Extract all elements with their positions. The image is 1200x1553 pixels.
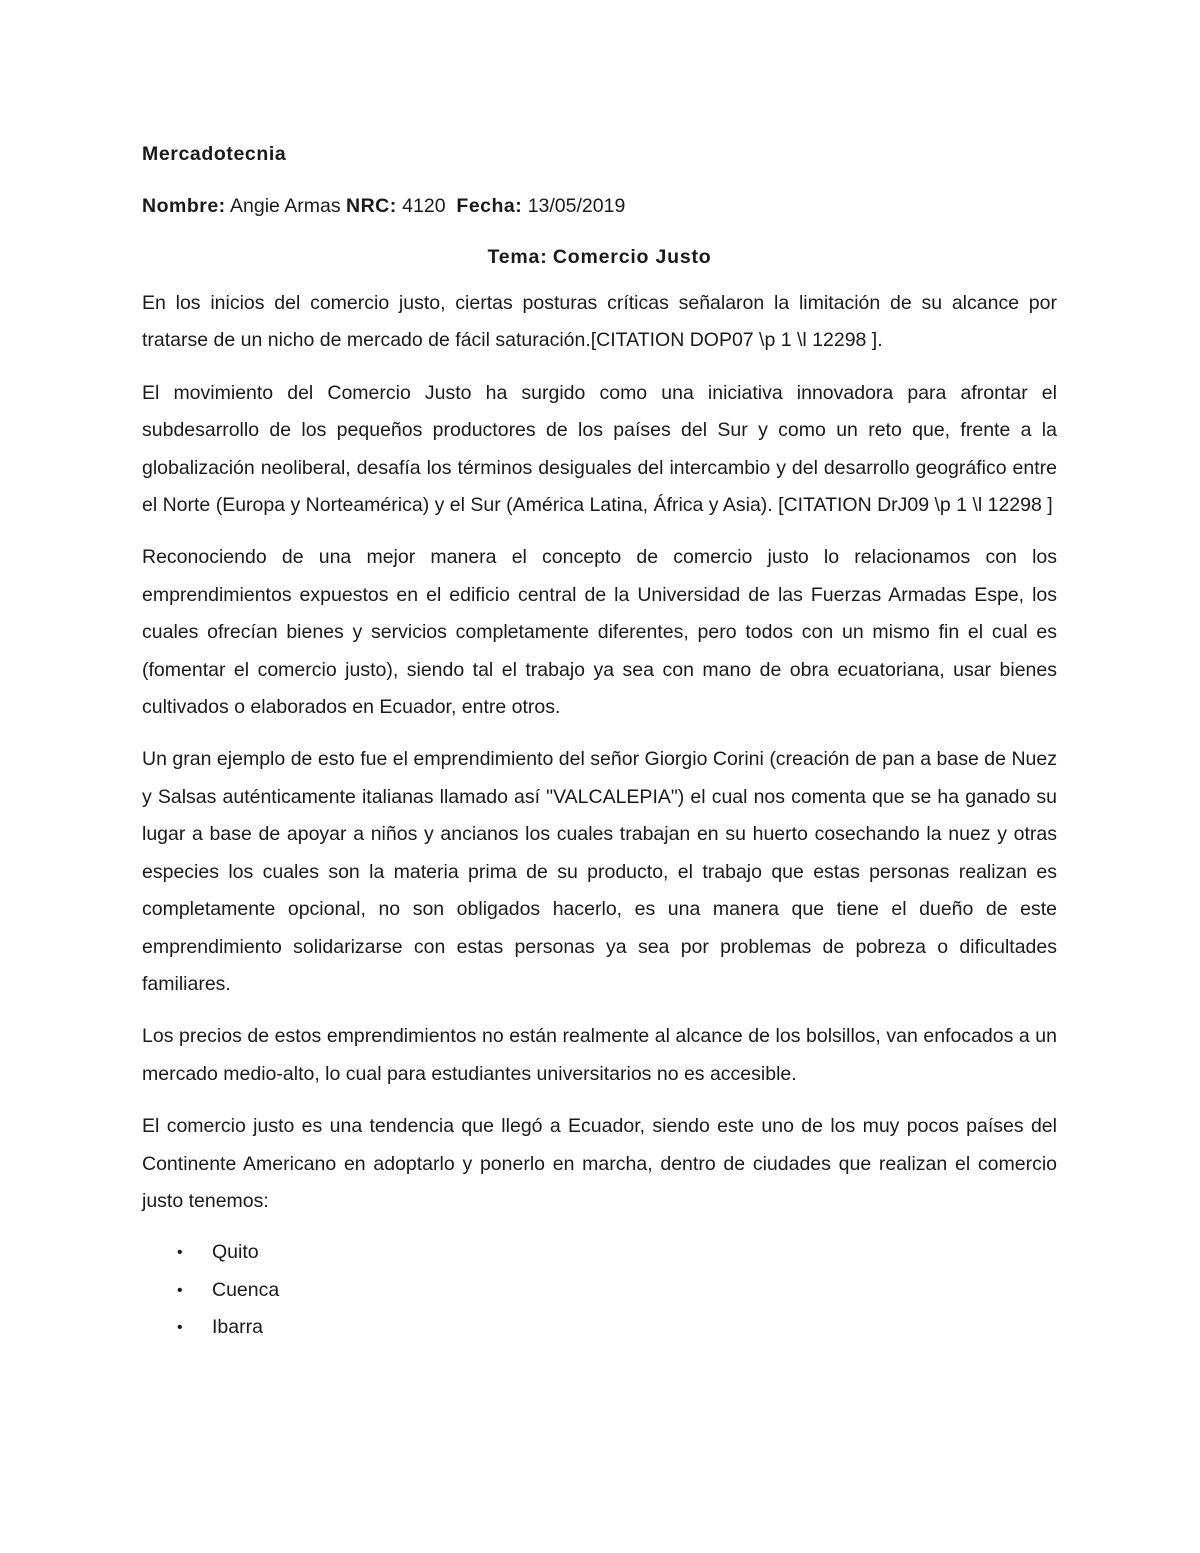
paragraph-espe-ventures: Reconociendo de una mejor manera el concepto de comercio justo lo relacionamos con los emprendimientos expuestos en el edificio central de la Universidad de las Fuerzas Armadas Espe, los cuales ofrecían bienes y servicios completamente diferentes, pero todos con un mismo fin el cual es (fomentar el comercio justo), siendo tal el trabajo ya sea con mano de obra ecuatoriana, usar bienes cultivados o elaborados en Ecuador, entre otros. bbox=[142, 546, 1057, 719]
name-value: Angie Armas bbox=[230, 195, 341, 217]
student-info-line bbox=[142, 192, 1057, 220]
topic-label: Tema: bbox=[487, 246, 548, 268]
bullet-icon: • bbox=[177, 1244, 183, 1262]
course-title: Mercadotecnia bbox=[142, 143, 287, 165]
topic-heading bbox=[142, 243, 1057, 271]
city-name: Cuenca bbox=[212, 1278, 280, 1301]
document-body bbox=[142, 140, 1057, 1347]
topic-value: Comercio Justo bbox=[552, 246, 712, 268]
bullet-icon: • bbox=[177, 1319, 183, 1337]
name-label: Nombre: bbox=[142, 195, 226, 217]
cities-list bbox=[142, 1234, 1057, 1346]
paragraph-intro: En los inicios del comercio justo, ciertas posturas críticas señalaron la limitación de su alcance por tratarse de un nicho de mercado de fácil saturación.[CITATION DOP07 \p 1 \l 12298 ]. bbox=[142, 292, 1057, 352]
bullet-icon: • bbox=[177, 1281, 183, 1299]
paragraph-ecuador: El comercio justo es una tendencia que llegó a Ecuador, siendo este uno de los muy pocos países del Continente Americano en adoptarlo y ponerlo en marcha, dentro de ciudades que realizan el comercio justo tenemos: bbox=[142, 1115, 1057, 1212]
paragraph-movement: El movimiento del Comercio Justo ha surgido como una iniciativa innovadora para afrontar el subdesarrollo de los pequeños productores de los países del Sur y como un reto que, frente a la globalización neoliberal, desafía los términos desiguales del intercambio y del desarrollo geográfico entre el Norte (Europa y Norteamérica) y el Sur (América Latina, África y Asia). [CITATION DrJ09 \p 1 \l 12298 ] bbox=[142, 381, 1057, 517]
city-name: Ibarra bbox=[212, 1316, 263, 1339]
date-value: 13/05/2019 bbox=[527, 195, 626, 217]
nrc-label: NRC: bbox=[346, 195, 397, 217]
list-item bbox=[142, 1234, 1057, 1271]
date-label: Fecha: bbox=[456, 195, 523, 217]
list-item bbox=[142, 1272, 1057, 1309]
paragraph-prices: Los precios de estos emprendimientos no están realmente al alcance de los bolsillos, van enfocados a un mercado medio-alto, lo cual para estudiantes universitarios no es accesible. bbox=[142, 1025, 1057, 1085]
city-name: Quito bbox=[212, 1241, 259, 1264]
nrc-value: 4120 bbox=[402, 195, 446, 217]
paragraph-valcalepia-example: Un gran ejemplo de esto fue el emprendimiento del señor Giorgio Corini (creación de pan a base de Nuez y Salsas auténticamente italianas llamado así "VALCALEPIA") el cual nos comenta que se ha ganado su lugar a base de apoyar a niños y ancianos los cuales trabajan en su huerto cosechando la nuez y otras especies los cuales son la materia prima de su producto, el trabajo que estas personas realizan es completamente opcional, no son obligados hacerlo, es una manera que tiene el dueño de este emprendimiento solidarizarse con estas personas ya sea por problemas de pobreza o dificultades familiares. bbox=[142, 748, 1057, 995]
list-item bbox=[142, 1309, 1057, 1346]
